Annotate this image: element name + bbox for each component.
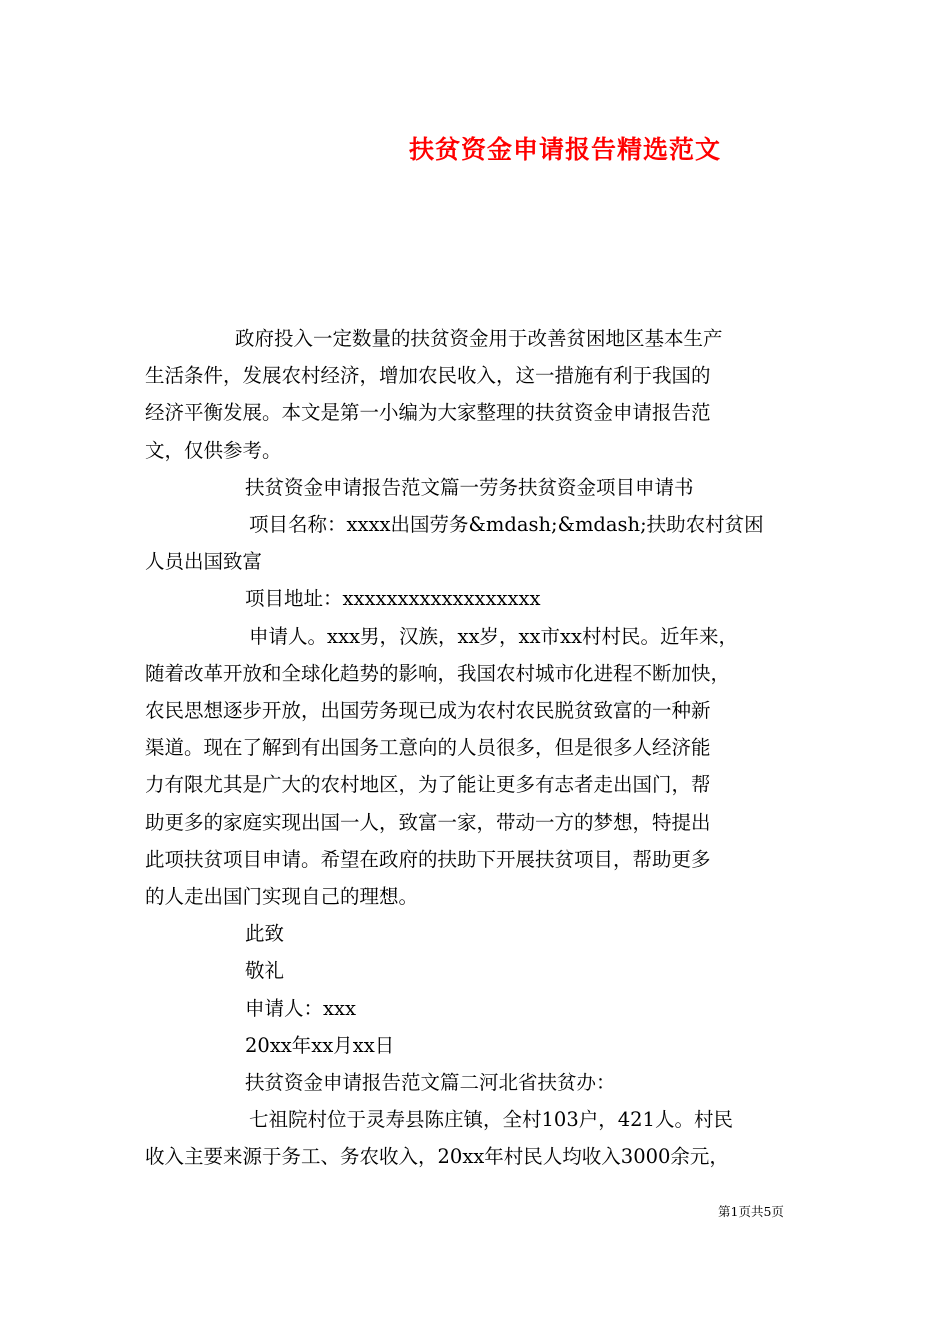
closing-regards: 敬礼 xyxy=(245,959,285,983)
applicant-paragraph-line: 力有限尤其是广大的农村地区，为了能让更多有志者走出国门，帮 xyxy=(145,773,711,797)
page-indicator: 第1页共5页 xyxy=(718,1204,784,1219)
applicant-paragraph-line: 的人走出国门实现自己的理想。 xyxy=(145,885,419,909)
project-name-line: 项目名称：xxxx出国劳务&mdash;&mdash;扶助农村贫困 xyxy=(249,513,764,537)
project-address: 项目地址：xxxxxxxxxxxxxxxxxx xyxy=(245,587,541,611)
village-paragraph-line: 七祖院村位于灵寿县陈庄镇，全村103户，421人。村民 xyxy=(249,1108,733,1132)
intro-line: 生活条件，发展农村经济，增加农民收入，这一措施有利于我国的 xyxy=(145,364,711,388)
applicant-paragraph-line: 此项扶贫项目申请。希望在政府的扶助下开展扶贫项目，帮助更多 xyxy=(145,847,711,871)
intro-line: 经济平衡发展。本文是第一小编为大家整理的扶贫资金申请报告范 xyxy=(145,401,711,425)
project-name-line: 人员出国致富 xyxy=(145,550,263,574)
document-title: 扶贫资金申请报告精选范文 xyxy=(408,135,721,164)
document-body xyxy=(145,320,810,1176)
signature: 申请人：xxx xyxy=(245,996,356,1020)
date: 20xx年xx月xx日 xyxy=(245,1033,395,1057)
applicant-paragraph-line: 渠道。现在了解到有出国务工意向的人员很多，但是很多人经济能 xyxy=(145,736,711,760)
closing-salutation: 此致 xyxy=(245,922,285,946)
village-paragraph-line: 收入主要来源于务工、务农收入，20xx年村民人均收入3000余元， xyxy=(145,1145,729,1169)
section1-heading: 扶贫资金申请报告范文篇一劳务扶贫资金项目申请书 xyxy=(245,475,694,499)
applicant-paragraph-line: 申请人。xxx男，汉族，xx岁，xx市xx村村民。近年来， xyxy=(249,624,738,648)
intro-line: 文，仅供参考。 xyxy=(145,438,282,462)
section2-heading: 扶贫资金申请报告范文篇二河北省扶贫办： xyxy=(245,1071,616,1095)
intro-line: 政府投入一定数量的扶贫资金用于改善贫困地区基本生产 xyxy=(235,327,723,350)
applicant-paragraph-line: 随着改革开放和全球化趋势的影响，我国农村城市化进程不断加快， xyxy=(145,661,731,685)
applicant-paragraph-line: 农民思想逐步开放，出国劳务现已成为农村农民脱贫致富的一种新 xyxy=(145,699,711,723)
applicant-paragraph-line: 助更多的家庭实现出国一人，致富一家，带动一方的梦想，特提出 xyxy=(145,810,711,834)
